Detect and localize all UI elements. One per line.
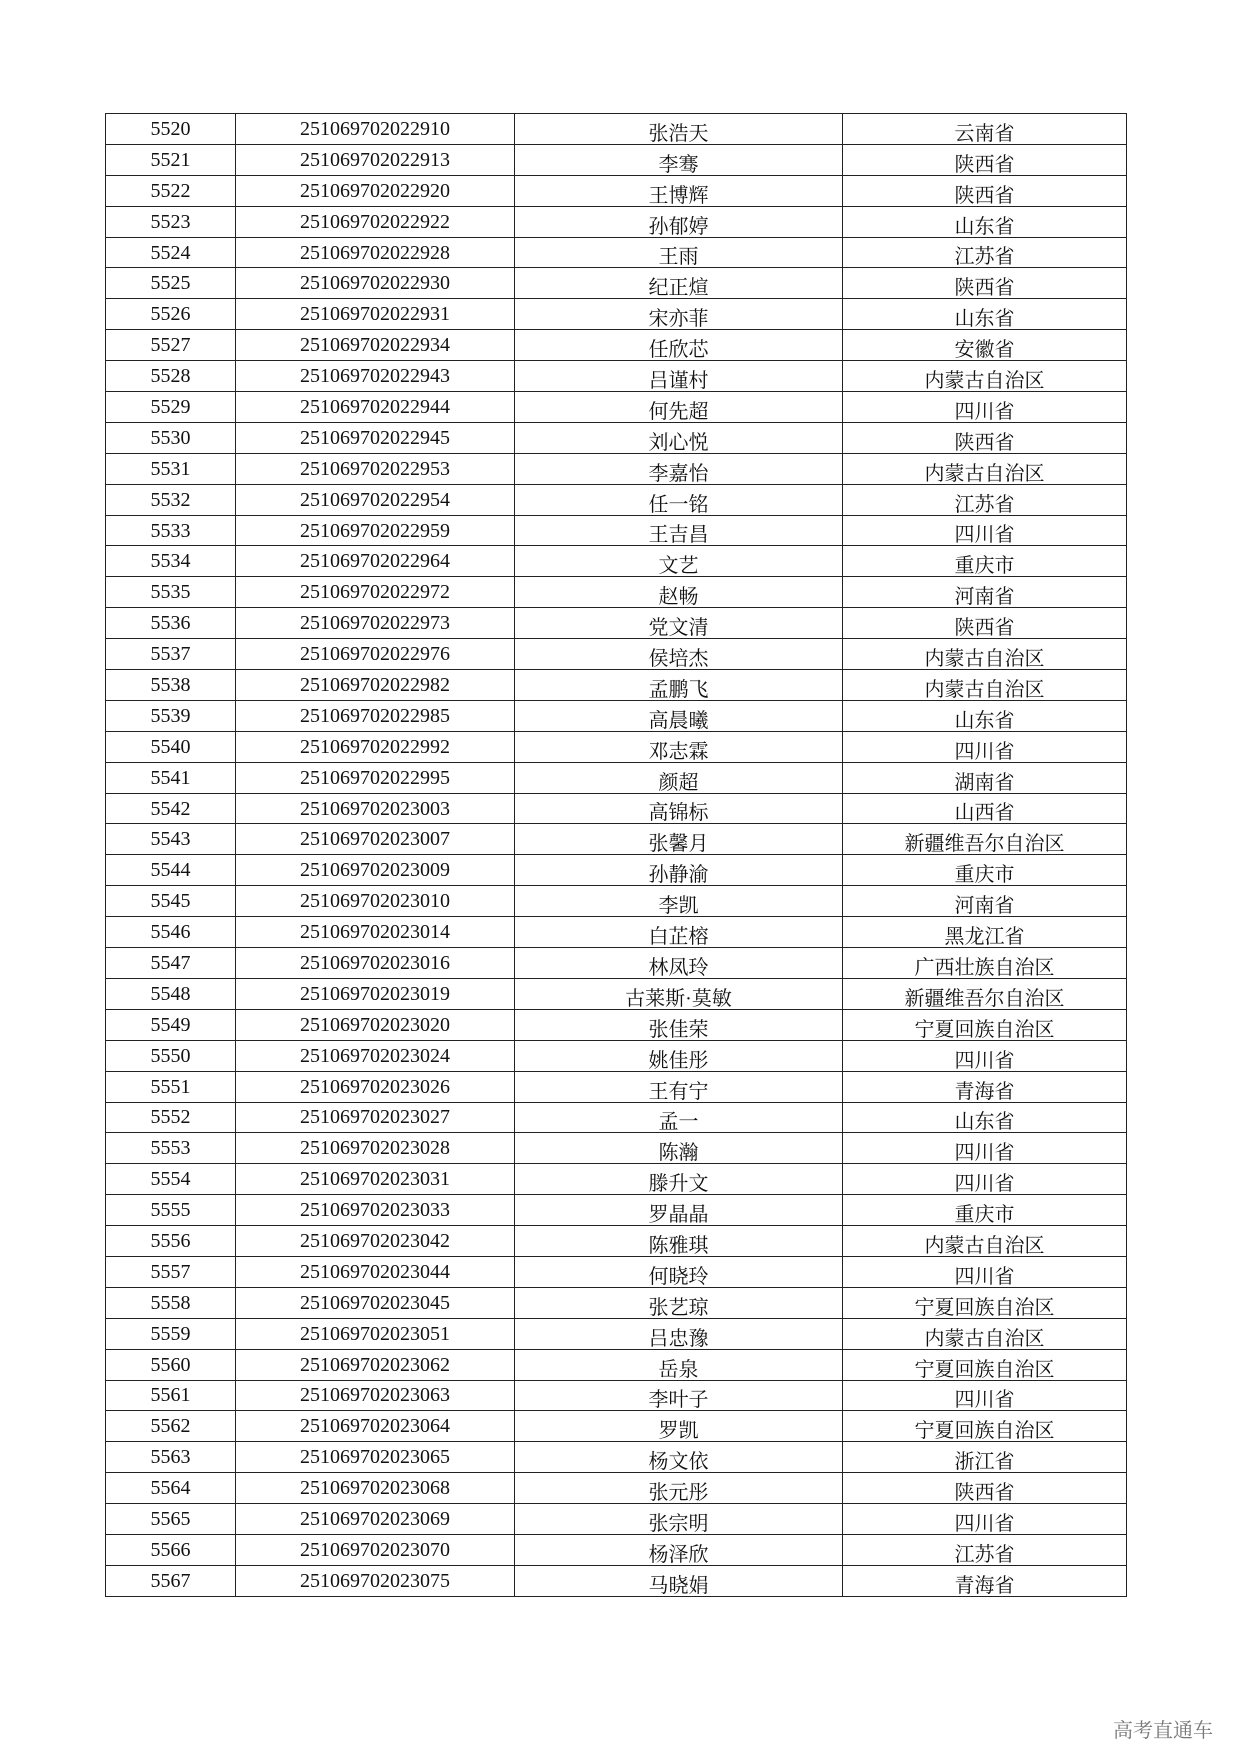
- student-name-cell: 张元彤: [515, 1473, 843, 1504]
- candidate-id-cell: 251069702022982: [236, 670, 515, 701]
- province-cell: 四川省: [843, 515, 1127, 546]
- candidate-id-cell: 251069702022973: [236, 608, 515, 639]
- candidate-id-cell: 251069702022943: [236, 361, 515, 392]
- student-name-cell: 王博辉: [515, 175, 843, 206]
- province-cell: 陕西省: [843, 268, 1127, 299]
- province-cell: 四川省: [843, 1164, 1127, 1195]
- student-name-cell: 马晓娟: [515, 1565, 843, 1596]
- province-cell: 重庆市: [843, 855, 1127, 886]
- table-row: [106, 1195, 1127, 1226]
- candidate-id-cell: 251069702022928: [236, 237, 515, 268]
- student-name-cell: 罗凯: [515, 1411, 843, 1442]
- student-name-cell: 张宗明: [515, 1504, 843, 1535]
- table-row: [106, 237, 1127, 268]
- table-row: [106, 1009, 1127, 1040]
- province-cell: 江苏省: [843, 237, 1127, 268]
- candidate-id-cell: 251069702023068: [236, 1473, 515, 1504]
- candidate-id-cell: 251069702023033: [236, 1195, 515, 1226]
- province-cell: 广西壮族自治区: [843, 948, 1127, 979]
- table-row: [106, 855, 1127, 886]
- student-name-cell: 宋亦菲: [515, 299, 843, 330]
- student-name-cell: 杨泽欣: [515, 1534, 843, 1565]
- candidate-id-cell: 251069702023070: [236, 1534, 515, 1565]
- table-row: [106, 1071, 1127, 1102]
- table-row: [106, 361, 1127, 392]
- candidate-id-cell: 251069702023010: [236, 886, 515, 917]
- candidate-id-cell: 251069702022920: [236, 175, 515, 206]
- candidate-id-cell: 251069702022910: [236, 114, 515, 145]
- candidate-id-cell: 251069702023027: [236, 1102, 515, 1133]
- province-cell: 陕西省: [843, 175, 1127, 206]
- province-cell: 四川省: [843, 392, 1127, 423]
- table-row: [106, 824, 1127, 855]
- province-cell: 内蒙古自治区: [843, 670, 1127, 701]
- table-row: [106, 268, 1127, 299]
- candidate-id-cell: 251069702022992: [236, 731, 515, 762]
- row-number-cell: 5543: [106, 824, 236, 855]
- table-row: [106, 299, 1127, 330]
- table-row: [106, 608, 1127, 639]
- candidate-id-cell: 251069702022953: [236, 453, 515, 484]
- province-cell: 宁夏回族自治区: [843, 1287, 1127, 1318]
- province-cell: 宁夏回族自治区: [843, 1411, 1127, 1442]
- candidate-id-cell: 251069702022944: [236, 392, 515, 423]
- row-number-cell: 5531: [106, 453, 236, 484]
- candidate-id-cell: 251069702023020: [236, 1009, 515, 1040]
- student-name-cell: 张馨月: [515, 824, 843, 855]
- candidate-id-cell: 251069702022945: [236, 422, 515, 453]
- student-name-cell: 白芷榕: [515, 917, 843, 948]
- student-name-cell: 张佳荣: [515, 1009, 843, 1040]
- candidate-id-cell: 251069702023042: [236, 1226, 515, 1257]
- row-number-cell: 5559: [106, 1318, 236, 1349]
- candidate-id-cell: 251069702023007: [236, 824, 515, 855]
- student-name-cell: 侯培杰: [515, 639, 843, 670]
- student-name-cell: 岳泉: [515, 1349, 843, 1380]
- candidate-id-cell: 251069702022964: [236, 546, 515, 577]
- candidate-id-cell: 251069702022959: [236, 515, 515, 546]
- student-name-cell: 颜超: [515, 762, 843, 793]
- province-cell: 重庆市: [843, 546, 1127, 577]
- province-cell: 新疆维吾尔自治区: [843, 978, 1127, 1009]
- row-number-cell: 5558: [106, 1287, 236, 1318]
- table-row: [106, 114, 1127, 145]
- province-cell: 四川省: [843, 1040, 1127, 1071]
- table-row: [106, 731, 1127, 762]
- row-number-cell: 5538: [106, 670, 236, 701]
- table-row: [106, 330, 1127, 361]
- row-number-cell: 5561: [106, 1380, 236, 1411]
- table-row: [106, 453, 1127, 484]
- student-name-cell: 孙静渝: [515, 855, 843, 886]
- student-name-cell: 王吉昌: [515, 515, 843, 546]
- table-row: [106, 1380, 1127, 1411]
- row-number-cell: 5549: [106, 1009, 236, 1040]
- table-row: [106, 1411, 1127, 1442]
- table-row: [106, 206, 1127, 237]
- row-number-cell: 5522: [106, 175, 236, 206]
- candidate-id-cell: 251069702023024: [236, 1040, 515, 1071]
- table-row: [106, 886, 1127, 917]
- candidate-id-cell: 251069702022934: [236, 330, 515, 361]
- candidate-id-cell: 251069702023016: [236, 948, 515, 979]
- candidate-id-cell: 251069702022985: [236, 700, 515, 731]
- candidate-id-cell: 251069702022931: [236, 299, 515, 330]
- candidate-id-cell: 251069702023031: [236, 1164, 515, 1195]
- province-cell: 四川省: [843, 1133, 1127, 1164]
- table-row: [106, 948, 1127, 979]
- student-name-cell: 张浩天: [515, 114, 843, 145]
- table-row: [106, 484, 1127, 515]
- row-number-cell: 5552: [106, 1102, 236, 1133]
- student-name-cell: 党文清: [515, 608, 843, 639]
- row-number-cell: 5564: [106, 1473, 236, 1504]
- candidate-id-cell: 251069702023051: [236, 1318, 515, 1349]
- province-cell: 内蒙古自治区: [843, 1226, 1127, 1257]
- table-row: [106, 978, 1127, 1009]
- student-name-cell: 高晨曦: [515, 700, 843, 731]
- province-cell: 陕西省: [843, 144, 1127, 175]
- table-row: [106, 1102, 1127, 1133]
- row-number-cell: 5548: [106, 978, 236, 1009]
- table-row: [106, 515, 1127, 546]
- table-row: [106, 1040, 1127, 1071]
- student-name-cell: 高锦标: [515, 793, 843, 824]
- student-name-cell: 林凤玲: [515, 948, 843, 979]
- province-cell: 四川省: [843, 1256, 1127, 1287]
- candidate-id-cell: 251069702023026: [236, 1071, 515, 1102]
- candidate-id-cell: 251069702022954: [236, 484, 515, 515]
- row-number-cell: 5529: [106, 392, 236, 423]
- student-name-cell: 孟鹏飞: [515, 670, 843, 701]
- candidate-id-cell: 251069702023063: [236, 1380, 515, 1411]
- row-number-cell: 5547: [106, 948, 236, 979]
- row-number-cell: 5567: [106, 1565, 236, 1596]
- candidate-id-cell: 251069702023065: [236, 1442, 515, 1473]
- candidate-id-cell: 251069702022995: [236, 762, 515, 793]
- province-cell: 宁夏回族自治区: [843, 1349, 1127, 1380]
- student-name-cell: 吕忠豫: [515, 1318, 843, 1349]
- row-number-cell: 5520: [106, 114, 236, 145]
- candidate-id-cell: 251069702022913: [236, 144, 515, 175]
- province-cell: 云南省: [843, 114, 1127, 145]
- candidate-id-cell: 251069702023009: [236, 855, 515, 886]
- province-cell: 陕西省: [843, 608, 1127, 639]
- row-number-cell: 5545: [106, 886, 236, 917]
- row-number-cell: 5556: [106, 1226, 236, 1257]
- province-cell: 宁夏回族自治区: [843, 1009, 1127, 1040]
- table-row: [106, 175, 1127, 206]
- table-row: [106, 1534, 1127, 1565]
- table-row: [106, 1287, 1127, 1318]
- student-name-cell: 任欣芯: [515, 330, 843, 361]
- table-row: [106, 1565, 1127, 1596]
- student-name-cell: 王雨: [515, 237, 843, 268]
- table-row: [106, 670, 1127, 701]
- table-row: [106, 762, 1127, 793]
- row-number-cell: 5551: [106, 1071, 236, 1102]
- candidate-id-cell: 251069702023045: [236, 1287, 515, 1318]
- candidate-id-cell: 251069702022972: [236, 577, 515, 608]
- table-row: [106, 1473, 1127, 1504]
- student-name-cell: 孙郁婷: [515, 206, 843, 237]
- student-name-cell: 李骞: [515, 144, 843, 175]
- row-number-cell: 5535: [106, 577, 236, 608]
- row-number-cell: 5526: [106, 299, 236, 330]
- row-number-cell: 5544: [106, 855, 236, 886]
- row-number-cell: 5541: [106, 762, 236, 793]
- student-name-cell: 李叶子: [515, 1380, 843, 1411]
- student-name-cell: 任一铭: [515, 484, 843, 515]
- province-cell: 河南省: [843, 886, 1127, 917]
- student-name-cell: 孟一: [515, 1102, 843, 1133]
- province-cell: 陕西省: [843, 1473, 1127, 1504]
- province-cell: 山东省: [843, 206, 1127, 237]
- row-number-cell: 5553: [106, 1133, 236, 1164]
- student-name-cell: 陈雅琪: [515, 1226, 843, 1257]
- row-number-cell: 5562: [106, 1411, 236, 1442]
- candidate-id-cell: 251069702023069: [236, 1504, 515, 1535]
- row-number-cell: 5537: [106, 639, 236, 670]
- province-cell: 江苏省: [843, 1534, 1127, 1565]
- row-number-cell: 5523: [106, 206, 236, 237]
- student-name-cell: 罗晶晶: [515, 1195, 843, 1226]
- student-name-cell: 姚佳彤: [515, 1040, 843, 1071]
- row-number-cell: 5532: [106, 484, 236, 515]
- student-name-cell: 古莱斯·莫敏: [515, 978, 843, 1009]
- province-cell: 安徽省: [843, 330, 1127, 361]
- candidate-id-cell: 251069702022922: [236, 206, 515, 237]
- row-number-cell: 5560: [106, 1349, 236, 1380]
- row-number-cell: 5563: [106, 1442, 236, 1473]
- row-number-cell: 5557: [106, 1256, 236, 1287]
- student-name-cell: 陈瀚: [515, 1133, 843, 1164]
- student-name-cell: 赵畅: [515, 577, 843, 608]
- student-name-cell: 纪正煊: [515, 268, 843, 299]
- province-cell: 黑龙江省: [843, 917, 1127, 948]
- row-number-cell: 5530: [106, 422, 236, 453]
- candidate-id-cell: 251069702023064: [236, 1411, 515, 1442]
- student-name-cell: 刘心悦: [515, 422, 843, 453]
- watermark: 高考直通车: [1113, 1718, 1213, 1742]
- row-number-cell: 5565: [106, 1504, 236, 1535]
- candidate-id-cell: 251069702022976: [236, 639, 515, 670]
- province-cell: 重庆市: [843, 1195, 1127, 1226]
- row-number-cell: 5539: [106, 700, 236, 731]
- student-name-cell: 文艺: [515, 546, 843, 577]
- table-row: [106, 1133, 1127, 1164]
- row-number-cell: 5540: [106, 731, 236, 762]
- province-cell: 山西省: [843, 793, 1127, 824]
- province-cell: 山东省: [843, 1102, 1127, 1133]
- candidate-id-cell: 251069702022930: [236, 268, 515, 299]
- table-row: [106, 793, 1127, 824]
- table-row: [106, 577, 1127, 608]
- province-cell: 陕西省: [843, 422, 1127, 453]
- student-name-cell: 何先超: [515, 392, 843, 423]
- table-body: [106, 114, 1127, 1597]
- table-row: [106, 1349, 1127, 1380]
- province-cell: 新疆维吾尔自治区: [843, 824, 1127, 855]
- row-number-cell: 5521: [106, 144, 236, 175]
- province-cell: 湖南省: [843, 762, 1127, 793]
- row-number-cell: 5546: [106, 917, 236, 948]
- province-cell: 山东省: [843, 700, 1127, 731]
- row-number-cell: 5533: [106, 515, 236, 546]
- student-name-cell: 王有宁: [515, 1071, 843, 1102]
- row-number-cell: 5566: [106, 1534, 236, 1565]
- table-row: [106, 392, 1127, 423]
- student-name-cell: 杨文依: [515, 1442, 843, 1473]
- table-row: [106, 1318, 1127, 1349]
- student-name-cell: 张艺琼: [515, 1287, 843, 1318]
- student-name-cell: 滕升文: [515, 1164, 843, 1195]
- candidate-id-cell: 251069702023028: [236, 1133, 515, 1164]
- table-row: [106, 1504, 1127, 1535]
- province-cell: 四川省: [843, 731, 1127, 762]
- table-row: [106, 1226, 1127, 1257]
- row-number-cell: 5555: [106, 1195, 236, 1226]
- province-cell: 内蒙古自治区: [843, 639, 1127, 670]
- province-cell: 内蒙古自治区: [843, 453, 1127, 484]
- table-row: [106, 422, 1127, 453]
- row-number-cell: 5524: [106, 237, 236, 268]
- row-number-cell: 5554: [106, 1164, 236, 1195]
- student-name-cell: 李凯: [515, 886, 843, 917]
- table-row: [106, 1442, 1127, 1473]
- row-number-cell: 5527: [106, 330, 236, 361]
- table-row: [106, 144, 1127, 175]
- table-row: [106, 546, 1127, 577]
- admission-list-table: [105, 113, 1127, 1597]
- row-number-cell: 5525: [106, 268, 236, 299]
- student-name-cell: 邓志霖: [515, 731, 843, 762]
- student-name-cell: 李嘉怡: [515, 453, 843, 484]
- table-row: [106, 700, 1127, 731]
- province-cell: 内蒙古自治区: [843, 361, 1127, 392]
- row-number-cell: 5550: [106, 1040, 236, 1071]
- province-cell: 四川省: [843, 1504, 1127, 1535]
- province-cell: 内蒙古自治区: [843, 1318, 1127, 1349]
- table-row: [106, 1256, 1127, 1287]
- table-row: [106, 639, 1127, 670]
- row-number-cell: 5542: [106, 793, 236, 824]
- candidate-id-cell: 251069702023062: [236, 1349, 515, 1380]
- candidate-id-cell: 251069702023014: [236, 917, 515, 948]
- candidate-id-cell: 251069702023019: [236, 978, 515, 1009]
- province-cell: 四川省: [843, 1380, 1127, 1411]
- row-number-cell: 5528: [106, 361, 236, 392]
- candidate-id-cell: 251069702023044: [236, 1256, 515, 1287]
- province-cell: 河南省: [843, 577, 1127, 608]
- candidate-id-cell: 251069702023003: [236, 793, 515, 824]
- row-number-cell: 5536: [106, 608, 236, 639]
- province-cell: 江苏省: [843, 484, 1127, 515]
- candidate-id-cell: 251069702023075: [236, 1565, 515, 1596]
- table-row: [106, 917, 1127, 948]
- province-cell: 青海省: [843, 1565, 1127, 1596]
- student-name-cell: 何晓玲: [515, 1256, 843, 1287]
- province-cell: 青海省: [843, 1071, 1127, 1102]
- student-name-cell: 吕谨村: [515, 361, 843, 392]
- province-cell: 浙江省: [843, 1442, 1127, 1473]
- province-cell: 山东省: [843, 299, 1127, 330]
- table-row: [106, 1164, 1127, 1195]
- row-number-cell: 5534: [106, 546, 236, 577]
